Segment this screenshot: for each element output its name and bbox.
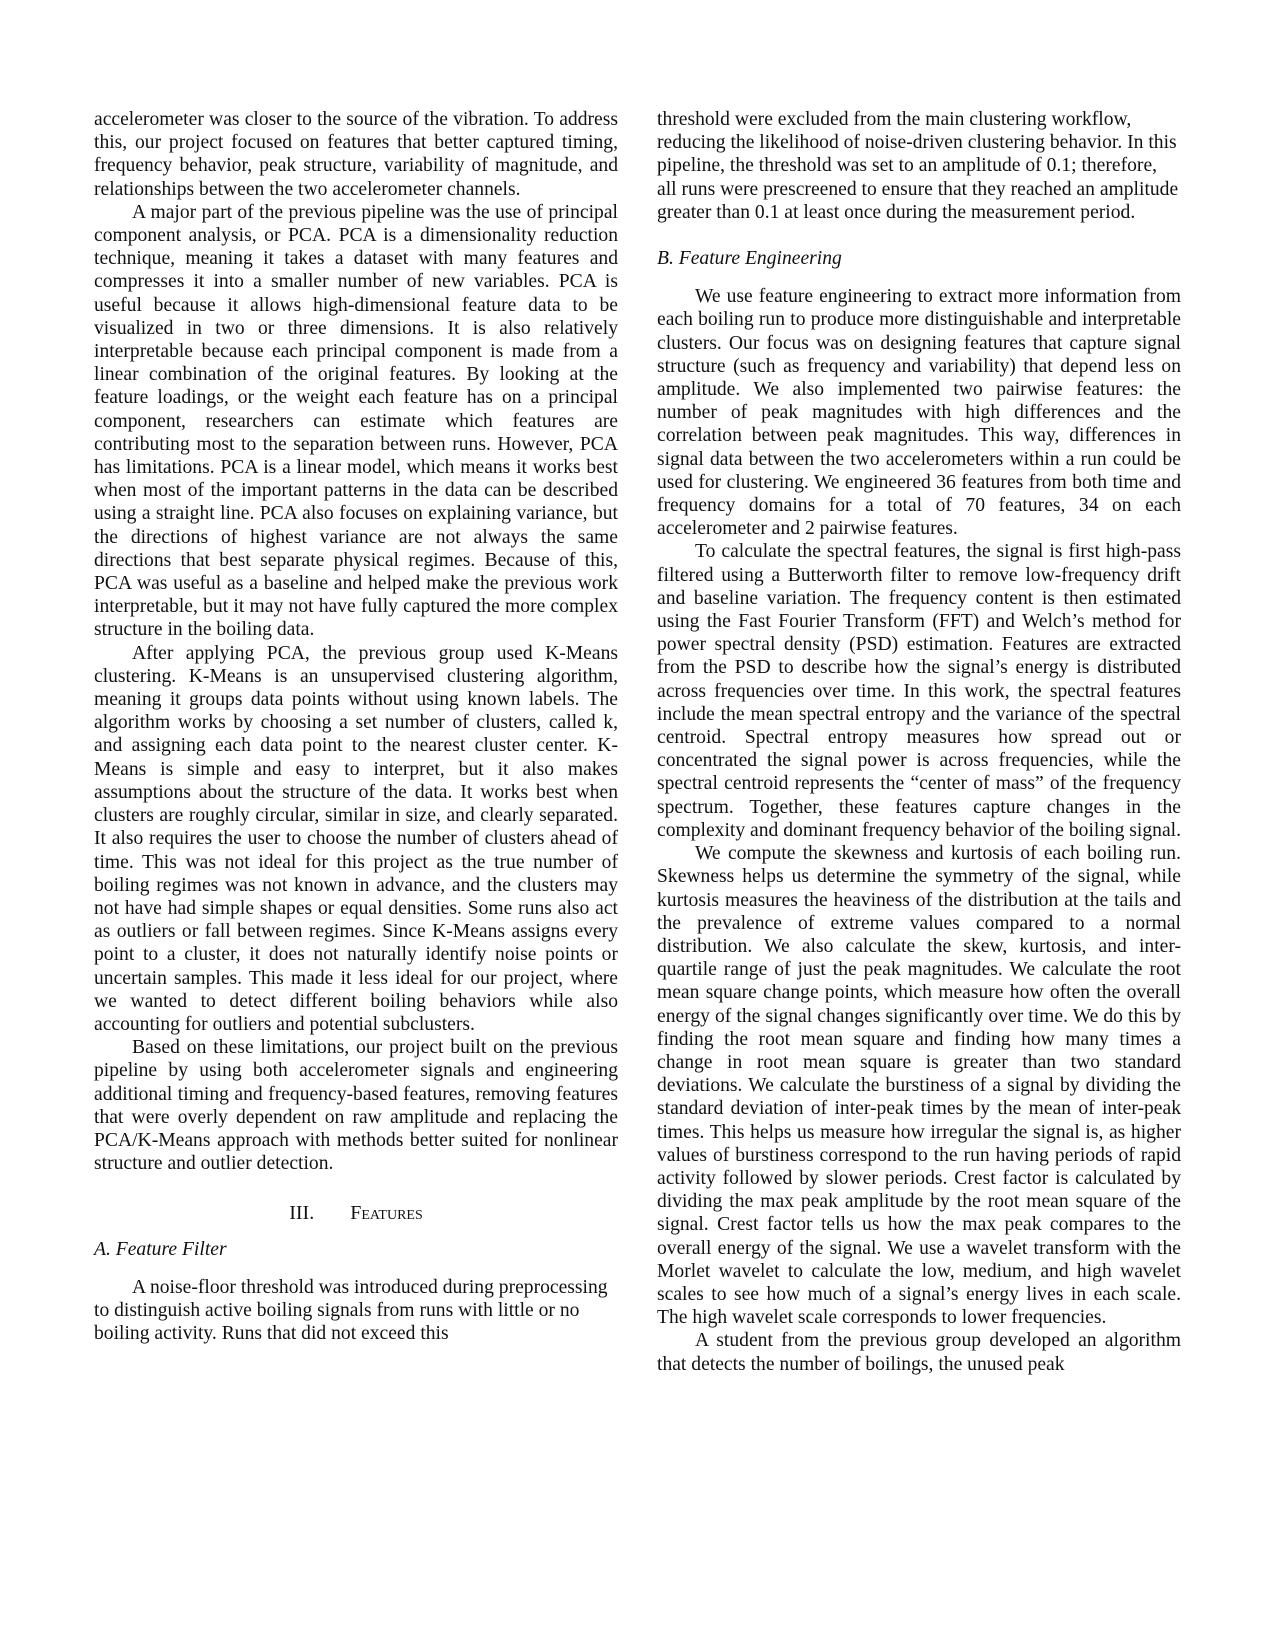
paragraph: We compute the skewness and kurtosis of each boiling run. Skewness helps us determine the symmetry of the signal, while kurtosis measures the heaviness of the distribution at the tails and the prevalence of extreme values compared to a normal distribution. We also calculate the skew, kurtosis, and inter-quartile range of just the peak magnitudes. We calculate the root mean square change points, which measure how often the overall energy of the signal changes significantly over time. We do this by finding the root mean square and finding how many times a change in root mean square is greater than two standard deviations. We calculate the burstiness of a signal by dividing the standard deviation of inter-peak times by the mean of inter-peak times. This helps us measure how irregular the signal is, as higher values of burstiness correspond to the run having periods of rapid activity followed by slower periods. Crest factor is calculated by dividing the max peak amplitude by the root mean square of the signal. Crest factor tells us how the max peak compares to the overall energy of the signal. We use a wavelet transform with the Morlet wavelet to calculate the low, medium, and high wavelet scales to see how much of a signal’s energy lives in each scale. The high wavelet scale corresponds to lower frequencies.	[657, 843, 1181, 1329]
paragraph: A noise-floor threshold was introduced during preprocessing to distinguish active boiling signals from runs with little or no boiling activity. Runs that did not exceed this	[94, 1276, 608, 1345]
subsection-heading: A. Feature Filter	[94, 1238, 227, 1260]
right-column	[657, 108, 1181, 1376]
left-column	[94, 108, 618, 1345]
paragraph: To calculate the spectral features, the signal is first high-pass filtered using a Butterworth filter to remove low-frequency drift and baseline variation. The frequency content is then estimated using the Fast Fourier Transform (FFT) and Welch’s method for power spectral density (PSD) estimation. Features are extracted from the PSD to describe how the signal’s energy is distributed across frequencies over time. In this work, the spectral features include the mean spectral entropy and the variance of the spectral centroid. Spectral entropy measures how spread out or concentrated the signal power is across frequencies, while the spectral centroid represents the “center of mass” of the frequency spectrum. Together, these features capture changes in the complexity and dominant frequency behavior of the boiling signal.	[657, 541, 1181, 841]
paragraph: We use feature engineering to extract more information from each boiling run to produce more distinguishable and interpretable clusters. Our focus was on designing features that capture signal structure (such as frequency and variability) that depend less on amplitude. We also implemented two pairwise features: the number of peak magnitudes with high differences and the correlation between peak magnitudes. This way, differences in signal data between the two accelerometers within a run could be used for clustering. We engineered 36 features from both time and frequency domains for a total of 70 features, 34 on each accelerometer and 2 pairwise features.	[657, 286, 1181, 540]
paragraph: accelerometer was closer to the source of the vibration. To address this, our project focused on features that better captured timing, frequency behavior, peak structure, variability of magnitude, and relationships between the two accelerometer channels.	[94, 109, 618, 200]
section-number: III.	[289, 1202, 315, 1225]
paragraph: A student from the previous group developed an algorithm that detects the number of boilings, the unused peak	[657, 1330, 1181, 1375]
paragraph: Based on these limitations, our project built on the previous pipeline by using both accelerometer signals and engineering additional timing and frequency-based features, removing features that were overly dependent on raw amplitude and replacing the PCA/K-Means approach with methods better suited for nonlinear structure and outlier detection.	[94, 1037, 618, 1175]
section-heading	[94, 1202, 618, 1225]
section-title: Features	[350, 1202, 423, 1225]
paragraph: A major part of the previous pipeline was the use of principal component analysis, or PCA. PCA is a dimensionality reduction technique, meaning it takes a dataset with many features and compresses it into a smaller number of new variables. PCA is useful because it allows high-dimensional feature data to be visualized in two or three dimensions. It is also relatively interpretable because each principal component is made from a linear combination of the original features. By looking at the feature loadings, or the weight each feature has on a principal component, researchers can estimate which features are contributing most to the separation between runs. However, PCA has limitations. PCA is a linear model, which means it works best when most of the important patterns in the data can be described using a straight line. PCA also focuses on explaining variance, but the directions of highest variance are not always the same directions that best separate physical regimes. Because of this, PCA was useful as a baseline and helped make the previous work interpretable, but it may not have fully captured the more complex structure in the boiling data.	[94, 201, 618, 641]
paragraph: After applying PCA, the previous group used K-Means clustering. K-Means is an unsupervised clustering algorithm, meaning it groups data points without using known labels. The algorithm works by choosing a set number of clusters, called k, and assigning each data point to the nearest cluster center. K-Means is simple and easy to interpret, but it also makes assumptions about the structure of the data. It works best when clusters are roughly circular, similar in size, and clearly separated. It also requires the user to choose the number of clusters ahead of time. This was not ideal for this project as the true number of boiling regimes was not known in advance, and the clusters may not have had simple shapes or equal densities. Some runs also act as outliers or fall between regimes. Since K-Means assigns every point to a cluster, it does not naturally identify noise points or uncertain samples. This made it less ideal for our project, where we wanted to detect different boiling behaviors while also accounting for outliers and potential subclusters.	[94, 642, 618, 1035]
paragraph: threshold were excluded from the main clustering workflow, reducing the likelihood of noise-driven clustering behavior. In this pipeline, the threshold was set to an amplitude of 0.1; therefore, all runs were prescreened to ensure that they reached an amplitude greater than 0.1 at least once during the measurement period.	[657, 109, 1179, 223]
subsection-heading: B. Feature Engineering	[657, 248, 842, 270]
